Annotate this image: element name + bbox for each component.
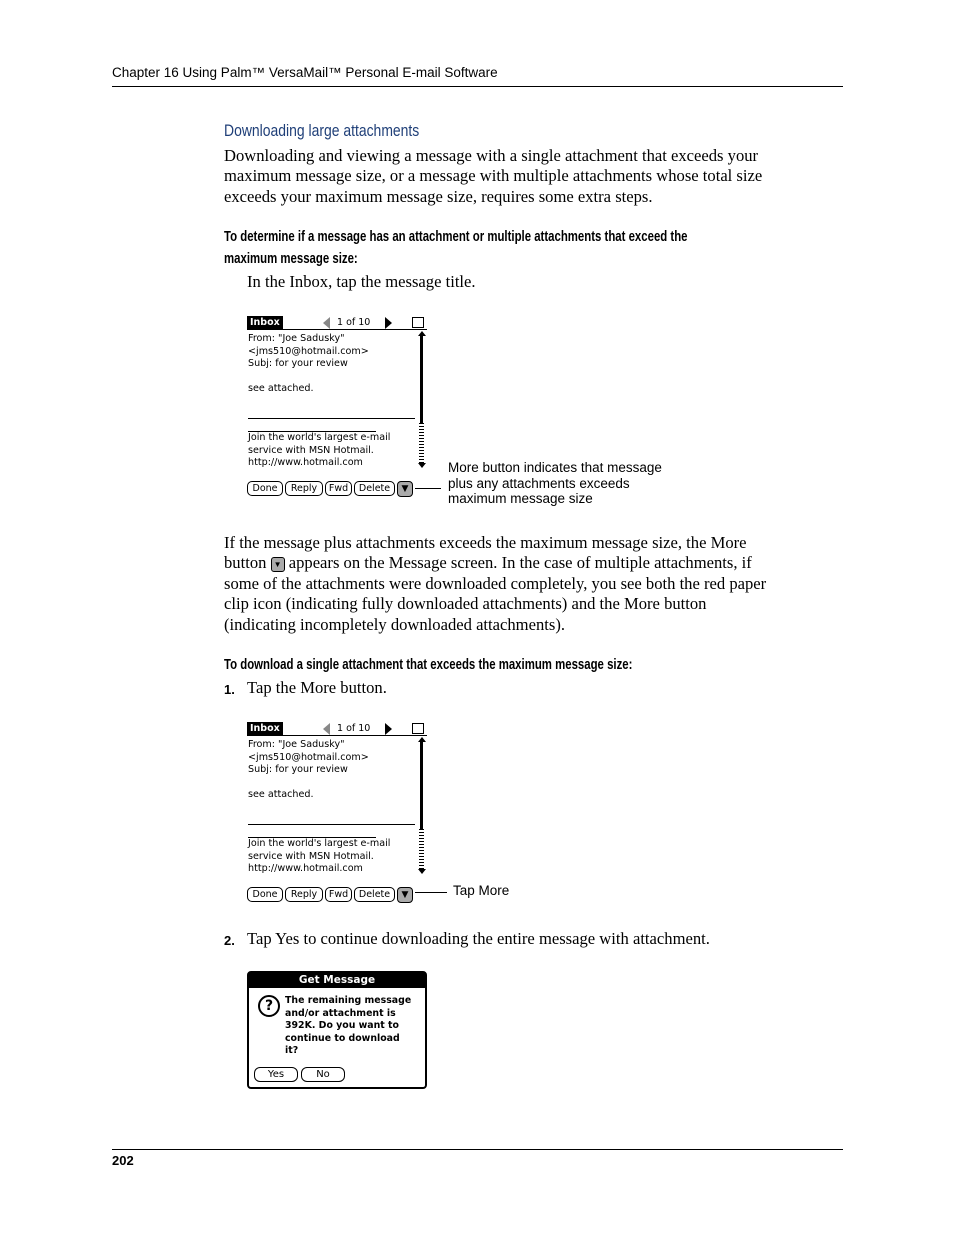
step-text: Tap Yes to continue downloading the entire message with attachment.	[247, 929, 710, 948]
question-icon: ?	[258, 995, 280, 1017]
dialog-message-line: continue to download	[285, 1032, 400, 1044]
intro-line: exceeds your maximum message size, requires some extra steps.	[224, 186, 653, 206]
more-button-callout	[448, 460, 662, 507]
procedure-heading-line: To determine if a message has an attachment or multiple attachments that exceed the	[224, 228, 688, 245]
menu-icon[interactable]	[412, 317, 424, 328]
message-line: <jms510@hotmail.com>	[248, 751, 369, 763]
step-number: 2.	[224, 933, 235, 948]
explanation-line: clip icon (indicating fully downloaded attachments) and the More button	[224, 594, 707, 614]
prev-arrow-icon[interactable]	[323, 723, 330, 735]
title-bar-rule	[247, 735, 427, 736]
fwd-button[interactable]: Fwd	[325, 887, 352, 902]
tap-more-callout: Tap More	[453, 883, 510, 898]
more-arrow-icon[interactable]: ▼	[397, 481, 413, 497]
step-number: 1.	[224, 682, 235, 697]
next-arrow-icon[interactable]	[385, 723, 392, 735]
message-divider	[248, 418, 415, 419]
get-message-dialog	[247, 971, 427, 1089]
dialog-message-line: it?	[285, 1045, 299, 1056]
explanation-fragment: appears on the Message screen. In the case of multiple attachments, if	[288, 553, 752, 573]
footer-rule	[112, 1149, 843, 1150]
callout-line: maximum message size	[448, 491, 593, 507]
done-button[interactable]: Done	[247, 887, 283, 902]
palm-message-screen	[247, 721, 427, 907]
message-line: From: "Joe Sadusky"	[248, 739, 345, 750]
running-head: Chapter 16 Using Palm™ VersaMail™ Personal E-mail Software	[112, 65, 498, 80]
message-line: <jms510@hotmail.com>	[248, 345, 369, 357]
message-line: Subj: for your review	[248, 764, 348, 775]
section-title: Downloading large attachments	[224, 121, 420, 140]
footer-line: http://www.hotmail.com	[248, 457, 363, 468]
callout-leader	[415, 892, 447, 893]
header-rule	[112, 86, 843, 87]
prev-arrow-icon[interactable]	[323, 317, 330, 329]
delete-button[interactable]: Delete	[354, 887, 395, 902]
message-divider	[248, 824, 415, 825]
yes-button[interactable]: Yes	[254, 1067, 298, 1082]
footer-line: service with MSN Hotmail.	[248, 444, 374, 456]
explanation-fragment: button	[224, 553, 267, 573]
dialog-message-line: The remaining message	[285, 995, 412, 1006]
message-counter: 1 of 10	[337, 317, 371, 328]
title-bar-rule	[247, 329, 427, 330]
footer-line: Join the world's largest e-mail	[248, 838, 391, 849]
menu-icon[interactable]	[412, 723, 424, 734]
explanation-line: some of the attachments were downloaded completely, you see both the red paper	[224, 573, 767, 593]
scrollbar-track[interactable]	[419, 423, 424, 463]
done-button[interactable]: Done	[247, 481, 283, 496]
message-line: see attached.	[248, 383, 314, 394]
intro-line: Downloading and viewing a message with a single attachment that exceeds your	[224, 146, 759, 165]
dialog-message	[285, 995, 425, 1058]
footer-line: Join the world's largest e-mail	[248, 432, 391, 443]
message-line: see attached.	[248, 789, 314, 800]
next-arrow-icon[interactable]	[385, 317, 392, 329]
procedure-heading: To download a single attachment that exceeds the maximum message size:	[224, 656, 633, 673]
explanation-line: (indicating incompletely downloaded attachments).	[224, 614, 565, 634]
message-line: Subj: for your review	[248, 358, 348, 369]
inbox-tab[interactable]: Inbox	[247, 316, 283, 329]
intro-paragraph	[224, 146, 844, 207]
message-counter: 1 of 10	[337, 723, 371, 734]
inbox-tab[interactable]: Inbox	[247, 722, 283, 735]
delete-button[interactable]: Delete	[354, 481, 395, 496]
explanation-paragraph	[224, 533, 844, 635]
procedure-heading-line: maximum message size:	[224, 250, 358, 267]
reply-button[interactable]: Reply	[285, 887, 323, 902]
more-inline-icon: ▼	[271, 557, 285, 572]
dialog-message-line: 392K. Do you want to	[285, 1020, 399, 1031]
explanation-line: If the message plus attachments exceeds the maximum message size, the More	[224, 533, 747, 552]
page-number: 202	[112, 1153, 134, 1168]
explanation-line	[224, 553, 844, 573]
procedure-heading	[224, 226, 688, 270]
step-text: In the Inbox, tap the message title.	[247, 272, 476, 291]
step-text: Tap the More button.	[247, 678, 387, 697]
palm-message-screen	[247, 315, 427, 501]
callout-leader	[415, 488, 441, 489]
message-line: From: "Joe Sadusky"	[248, 333, 345, 344]
scroll-down-icon[interactable]	[418, 463, 426, 468]
fwd-button[interactable]: Fwd	[325, 481, 352, 496]
intro-line: maximum message size, or a message with multiple attachments whose total size	[224, 166, 763, 186]
reply-button[interactable]: Reply	[285, 481, 323, 496]
more-arrow-icon[interactable]: ▼	[397, 887, 413, 903]
scroll-down-icon[interactable]	[418, 869, 426, 874]
no-button[interactable]: No	[301, 1067, 345, 1082]
callout-line: plus any attachments exceeds	[448, 475, 630, 491]
footer-line: http://www.hotmail.com	[248, 863, 363, 874]
callout-line: More button indicates that message	[448, 460, 662, 475]
dialog-title: Get Message	[249, 973, 425, 988]
scrollbar-track[interactable]	[419, 829, 424, 869]
footer-line: service with MSN Hotmail.	[248, 850, 374, 862]
dialog-message-line: and/or attachment is	[285, 1007, 396, 1019]
